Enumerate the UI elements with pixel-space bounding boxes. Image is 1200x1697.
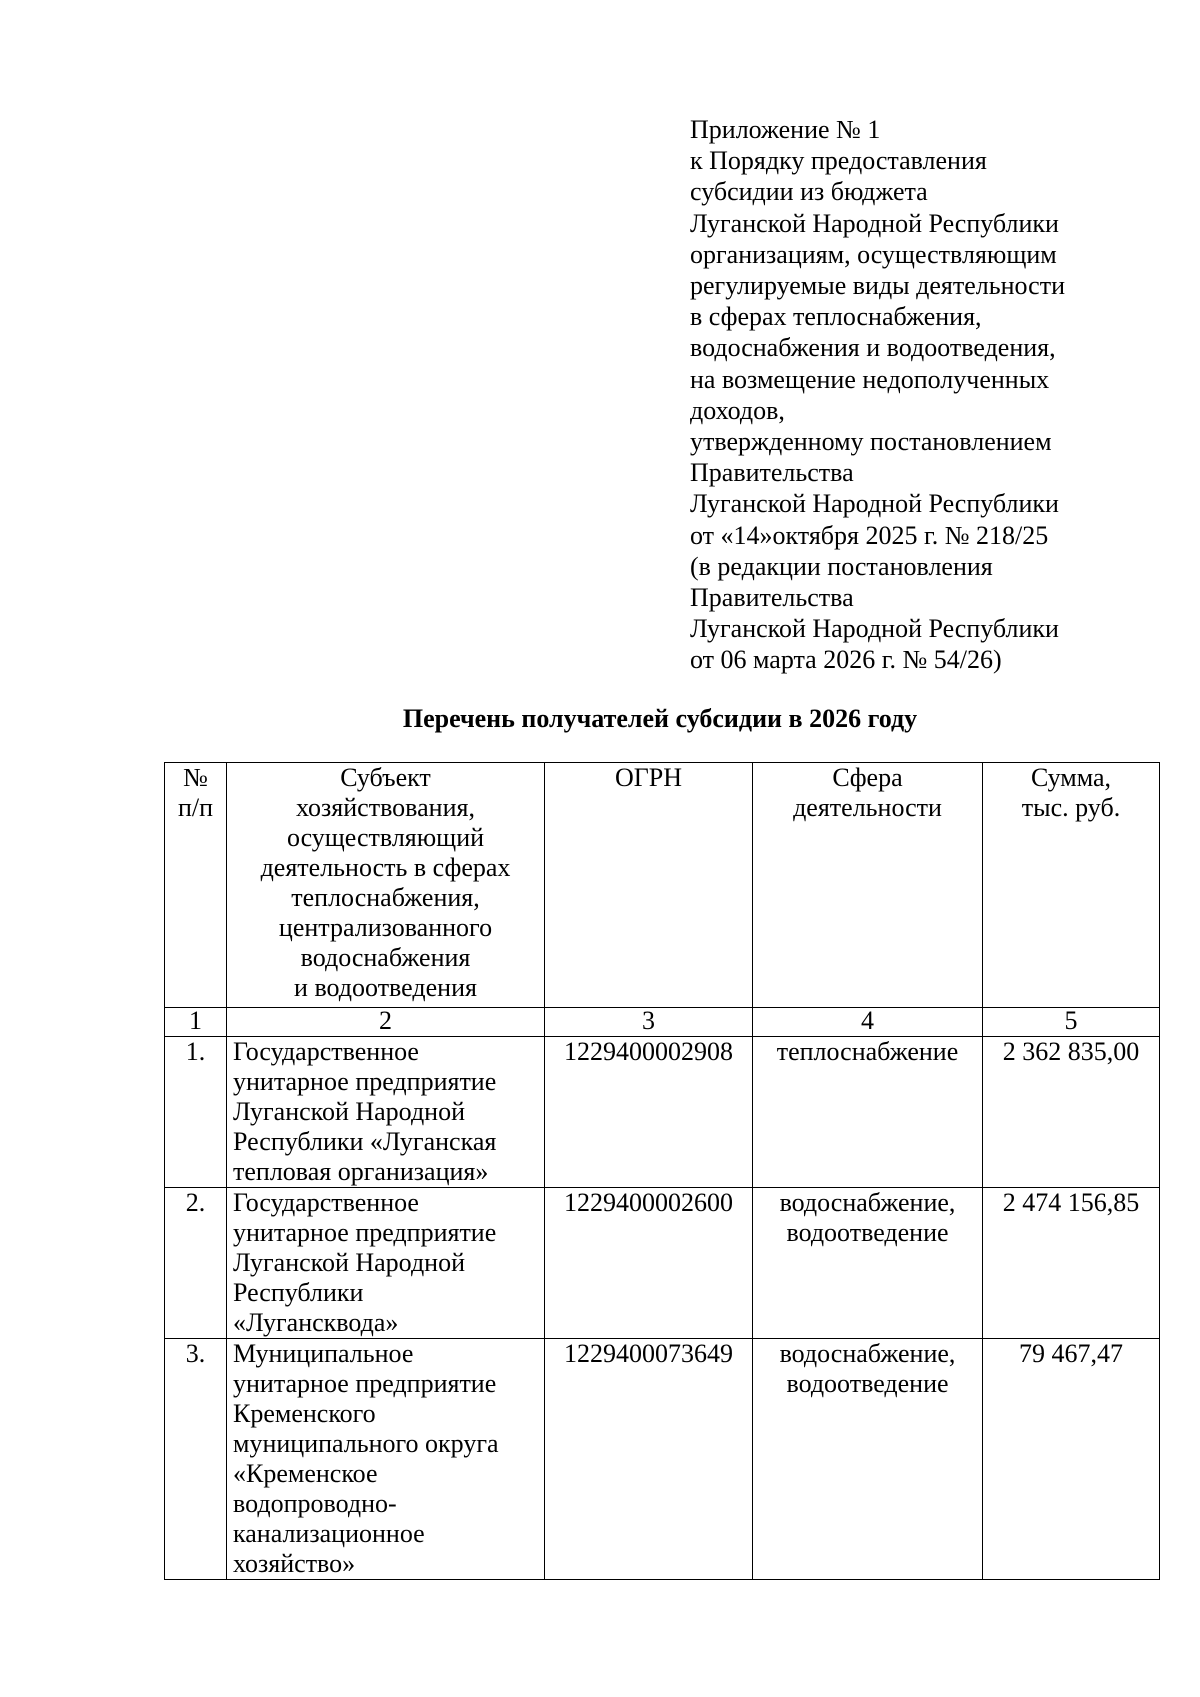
row-sum: 2 362 835,00 — [983, 1037, 1160, 1188]
row-sphere: теплоснабжение — [753, 1037, 983, 1188]
row-subject: Государственное унитарное предприятие Луганской Народной Республики «Лугансквода» — [227, 1188, 545, 1339]
row-subject: Муниципальное унитарное предприятие Кременского муниципального округа «Кременское водопроводно- канализационное хозяйство» — [227, 1339, 545, 1580]
column-number: 5 — [983, 1008, 1160, 1037]
table-row — [165, 1188, 1160, 1339]
row-sum: 2 474 156,85 — [983, 1188, 1160, 1339]
appendix-line: Приложение № 1 — [690, 115, 881, 144]
row-num: 2. — [165, 1188, 227, 1339]
row-ogrn: 1229400002908 — [545, 1037, 753, 1188]
row-ogrn: 1229400073649 — [545, 1339, 753, 1580]
row-num: 1. — [165, 1037, 227, 1188]
appendix-line: утвержденному постановлением — [690, 427, 1052, 457]
table-row — [165, 1037, 1160, 1188]
header-sphere: Сфера деятельности — [753, 763, 983, 1008]
column-number: 4 — [753, 1008, 983, 1037]
appendix-line: Луганской Народной Республики — [690, 614, 1059, 644]
header-ogrn: ОГРН — [545, 763, 753, 1008]
appendix-line: Луганской Народной Республики — [690, 489, 1059, 519]
row-sphere: водоснабжение, водоотведение — [753, 1339, 983, 1580]
appendix-line: (в редакции постановления — [690, 551, 993, 581]
appendix-line: Правительства — [690, 458, 854, 488]
appendix-line: регулируемые виды деятельности — [690, 271, 1065, 301]
appendix-line: к Порядку предоставления — [690, 146, 987, 176]
appendix-line: Луганской Народной Республики — [690, 208, 1059, 238]
appendix-line: от «14»октября 2025 г. № 218/25 — [690, 520, 1049, 550]
header-num: № п/п — [165, 763, 227, 1008]
recipients-table — [164, 762, 1160, 1580]
table-row — [165, 1339, 1160, 1580]
column-number: 3 — [545, 1008, 753, 1037]
table-header-row — [165, 763, 1160, 1008]
appendix-line: от 06 марта 2026 г. № 54/26) — [690, 645, 1002, 675]
header-subject: Субъект хозяйствования, осуществляющий деятельность в сферах теплоснабжения, централизованного водоснабжения и водоотведения — [227, 763, 545, 1008]
column-number: 1 — [165, 1008, 227, 1037]
appendix-line: организациям, осуществляющим — [690, 239, 1057, 269]
column-number-row — [165, 1008, 1160, 1037]
appendix-line: на возмещение недополученных — [690, 364, 1050, 394]
header-sum: Сумма, тыс. руб. — [983, 763, 1160, 1008]
appendix-line: в сферах теплоснабжения, — [690, 302, 982, 332]
row-ogrn: 1229400002600 — [545, 1188, 753, 1339]
appendix-line: Правительства — [690, 583, 854, 613]
row-sphere: водоснабжение, водоотведение — [753, 1188, 983, 1339]
appendix-block — [690, 114, 1170, 676]
row-subject: Государственное унитарное предприятие Луганской Народной Республики «Луганская тепловая организация» — [227, 1037, 545, 1188]
appendix-line: субсидии из бюджета — [690, 177, 928, 207]
document-title: Перечень получателей субсидии в 2026 году — [402, 704, 918, 733]
appendix-line: доходов, — [690, 395, 785, 425]
row-num: 3. — [165, 1339, 227, 1580]
row-sum: 79 467,47 — [983, 1339, 1160, 1580]
appendix-line: водоснабжения и водоотведения, — [690, 333, 1056, 363]
column-number: 2 — [227, 1008, 545, 1037]
